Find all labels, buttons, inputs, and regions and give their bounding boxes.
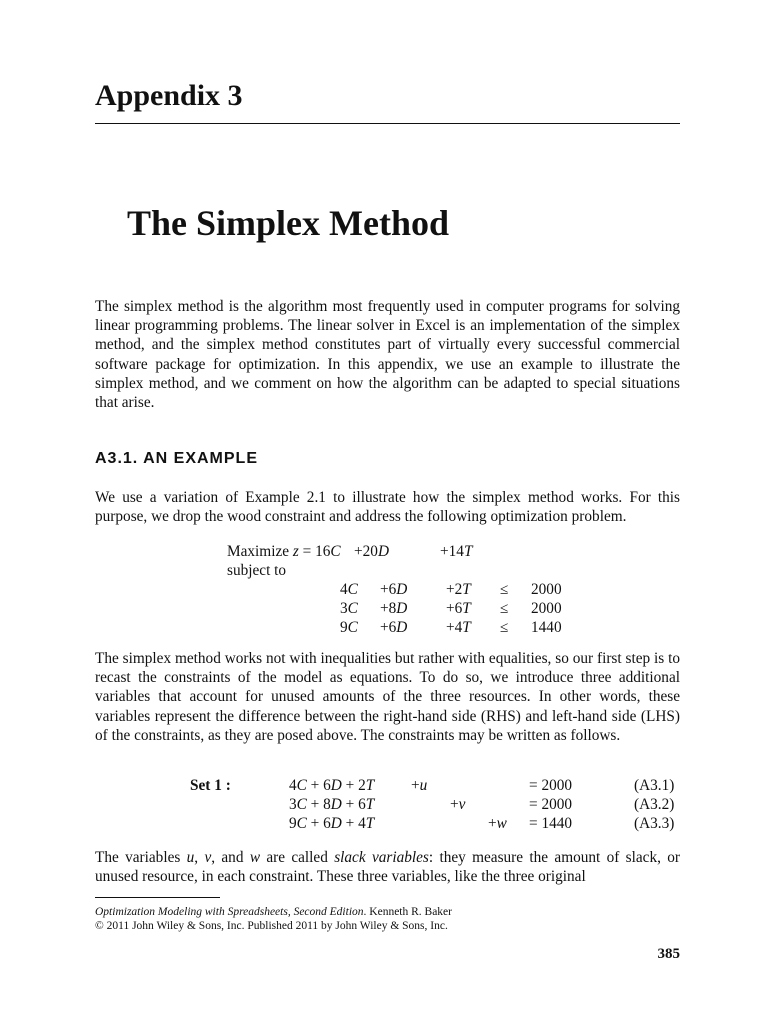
equation-slack: +v (450, 796, 466, 813)
constraint-rhs: 2000 (531, 600, 562, 617)
equation-lhs: 9C + 6D + 4T (289, 815, 375, 832)
objective-row (227, 542, 341, 561)
book-title: Optimization Modeling with Spreadsheets, Second Edition (95, 906, 364, 918)
chapter-title: The Simplex Method (127, 203, 450, 243)
constraint-sign: ≤ (500, 619, 509, 636)
footnote-rule (95, 897, 220, 898)
equation-slack: +w (488, 815, 507, 832)
footnote-copyright: © 2011 John Wiley & Sons, Inc. Published 2011 by John Wiley & Sons, Inc. (95, 920, 448, 932)
constraint-rhs: 1440 (531, 619, 562, 636)
footnote-citation: Optimization Modeling with Spreadsheets, Second Edition. Kenneth R. Baker (95, 906, 452, 918)
slack-intro-paragraph: The simplex method works not with inequalities but rather with equalities, so our first step is to recast the constraints of the model as equations. To do so, we introduce three additional variables that account for unused amounts of the three resources. In other words, these variables represent the difference between the right-hand side (RHS) and left-hand side (LHS) of the constraints, as they are posed above. The constraints may be written as follows. (95, 650, 680, 744)
copyright-symbol: © (95, 920, 104, 932)
objective-term: +14T (440, 543, 473, 560)
constraint-d: +8D (380, 600, 408, 617)
constraint-c: 4C (340, 581, 358, 598)
constraint-d: +6D (380, 619, 408, 636)
objective-term: 16C (315, 543, 341, 560)
equation-rhs: = 2000 (529, 777, 573, 794)
constraint-sign: ≤ (500, 581, 509, 598)
constraint-t: +6T (446, 600, 471, 617)
appendix-label: Appendix 3 (95, 79, 243, 112)
constraint-d: +6D (380, 581, 408, 598)
constraint-t: +2T (446, 581, 471, 598)
intro-paragraph: The simplex method is the algorithm most frequently used in computer programs for solving linear programming problems. The linear solver in Excel is an implementation of the simplex method, and the simplex method constitutes part of virtually every successful commercial software package for optimization. In this appendix, we use an example to illustrate the simplex method, and we comment on how the algorithm can be adapted to special situations that arise. (95, 298, 680, 412)
equation-lhs: 3C + 8D + 6T (289, 796, 375, 813)
equation-label: (A3.1) (634, 777, 675, 794)
example-paragraph: We use a variation of Example 2.1 to illustrate how the simplex method works. For this purpose, we drop the wood constraint and address the following optimization problem. (95, 489, 680, 526)
constraint-c: 3C (340, 600, 358, 617)
equation-rhs: = 2000 (529, 796, 573, 813)
set1-label: Set 1 : (190, 777, 231, 794)
constraint-sign: ≤ (500, 600, 509, 617)
page-number: 385 (657, 946, 680, 962)
equation-lhs: 4C + 6D + 2T (289, 777, 375, 794)
constraint-c: 9C (340, 619, 358, 636)
constraint-rhs: 2000 (531, 581, 562, 598)
equation-rhs: = 1440 (529, 815, 573, 832)
slack-variables-term: slack variables (334, 849, 429, 866)
slack-variables-paragraph: The variables u, v, and w are called slack variables: they measure the amount of slack, or unused resource, in each constraint. These three variables, like the three original (95, 849, 680, 886)
subject-to-label: subject to (227, 562, 287, 579)
section-heading: A3.1. AN EXAMPLE (95, 450, 258, 467)
objective-var: z (292, 543, 299, 560)
constraint-t: +4T (446, 619, 471, 636)
objective-equals: = (302, 543, 312, 560)
equation-label: (A3.2) (634, 796, 675, 813)
equation-label: (A3.3) (634, 815, 675, 832)
equation-slack: +u (411, 777, 428, 794)
maximize-label: Maximize (227, 543, 290, 560)
header-rule (95, 123, 680, 124)
objective-term: +20D (354, 543, 389, 560)
